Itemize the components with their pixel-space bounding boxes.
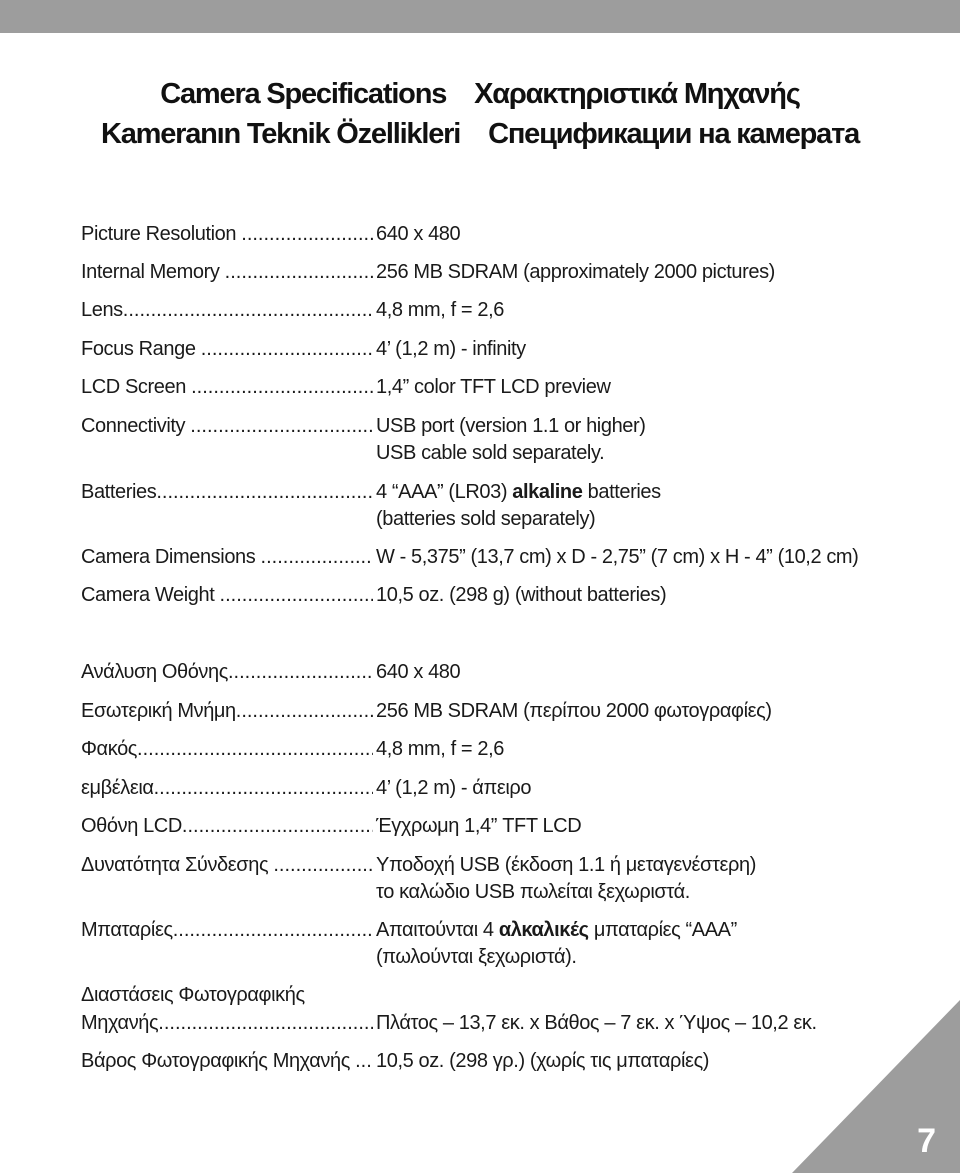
spec-label: LCD Screen ..... (81, 374, 373, 401)
spec-label: Lens ..... (81, 297, 373, 324)
spec-value: Πλάτος – 13,7 εκ. x Βάθος – 7 εκ. x Ύψος – 10,2 εκ. (376, 1012, 817, 1034)
spec-value: 10,5 oz. (298 γρ.) (χωρίς τις μπαταρίες) (376, 1050, 710, 1072)
spec-value-line-2: το καλώδιο USB πωλείται ξεχωριστά. (376, 881, 690, 903)
spec-label: εμβέλεια ..... (81, 775, 373, 802)
spec-value-bold: αλκαλικές (498, 919, 589, 941)
spec-value: 640 x 480 (376, 223, 461, 245)
spec-label: Δυνατότητα Σύνδεσης ..... (81, 852, 373, 879)
spec-value (376, 852, 756, 906)
spec-label: Μπαταρίες ..... (81, 917, 373, 944)
title-el: Χαρακτηριστικά Μηχανής (474, 78, 800, 110)
spec-label: Βάρος Φωτογραφικής Μηχανής ..... (81, 1048, 373, 1075)
spec-label: Ανάλυση Οθόνης ..... (81, 659, 373, 686)
spec-value: 256 MB SDRAM (περίπου 2000 φωτογραφίες) (376, 700, 772, 722)
spec-value-line-1: Υποδοχή USB (έκδοση 1.1 ή μεταγενέστερη) (376, 854, 756, 876)
title-bg: Спецификации на камерата (488, 118, 860, 150)
page-number: 7 (917, 1122, 936, 1160)
spec-label: Internal Memory ..... (81, 259, 373, 286)
spec-value: W - 5,375” (13,7 cm) x D - 2,75” (7 cm) x H - 4” (10,2 cm) (376, 546, 859, 568)
spec-value: Έγχρωμη 1,4” TFT LCD (376, 815, 582, 837)
spec-value-pre: 4 “AAA” (LR03) (376, 481, 513, 503)
spec-value-line-2: (batteries sold separately) (376, 508, 596, 530)
spec-value-bold: alkaline (512, 481, 583, 503)
top-gray-band (0, 0, 960, 33)
spec-value-pre: Απαιτούνται 4 (376, 919, 499, 941)
spec-label: Picture Resolution ..... (81, 221, 373, 248)
title-tr: Kameranın Teknik Özellikleri (100, 118, 461, 150)
spec-label: Camera Weight ..... (81, 582, 373, 609)
spec-value: 4’ (1,2 m) - infinity (376, 338, 526, 360)
spec-value: 256 MB SDRAM (approximately 2000 pictures) (376, 261, 775, 283)
spec-value: 4,8 mm, f = 2,6 (376, 299, 504, 321)
title-line-2 (0, 118, 960, 151)
spec-label: Batteries ..... (81, 479, 373, 506)
spec-value (376, 917, 737, 971)
spec-label: Μηχανής ..... (81, 1010, 373, 1037)
title-en: Camera Specifications (160, 78, 447, 110)
spec-value (376, 413, 646, 467)
spec-label-line-1: Διαστάσεις Φωτογραφικής (81, 984, 305, 1006)
spec-label: Εσωτερική Μνήμη ..... (81, 698, 373, 725)
spec-value-line-1: USB port (version 1.1 or higher) (376, 415, 646, 437)
spec-label: Οθόνη LCD ..... (81, 813, 373, 840)
spec-value-line-2: (πωλούνται ξεχωριστά). (376, 946, 577, 968)
spec-value: 4’ (1,2 m) - άπειρο (376, 777, 532, 799)
spec-value-line-2: USB cable sold separately. (376, 442, 605, 464)
spec-label: Φακός ..... (81, 736, 373, 763)
spec-label: Connectivity ..... (81, 413, 373, 440)
spec-value-post: batteries (582, 481, 661, 503)
spec-label: Focus Range ..... (81, 336, 373, 363)
spec-value (376, 479, 661, 533)
spec-value: 640 x 480 (376, 661, 461, 683)
spec-value: 10,5 oz. (298 g) (without batteries) (376, 584, 667, 606)
title-line-1 (0, 78, 960, 111)
spec-value-post: μπαταρίες “AAA” (588, 919, 737, 941)
spec-value: 1,4” color TFT LCD preview (376, 376, 611, 398)
spec-value: 4,8 mm, f = 2,6 (376, 738, 504, 760)
spec-label: Camera Dimensions ..... (81, 544, 373, 571)
